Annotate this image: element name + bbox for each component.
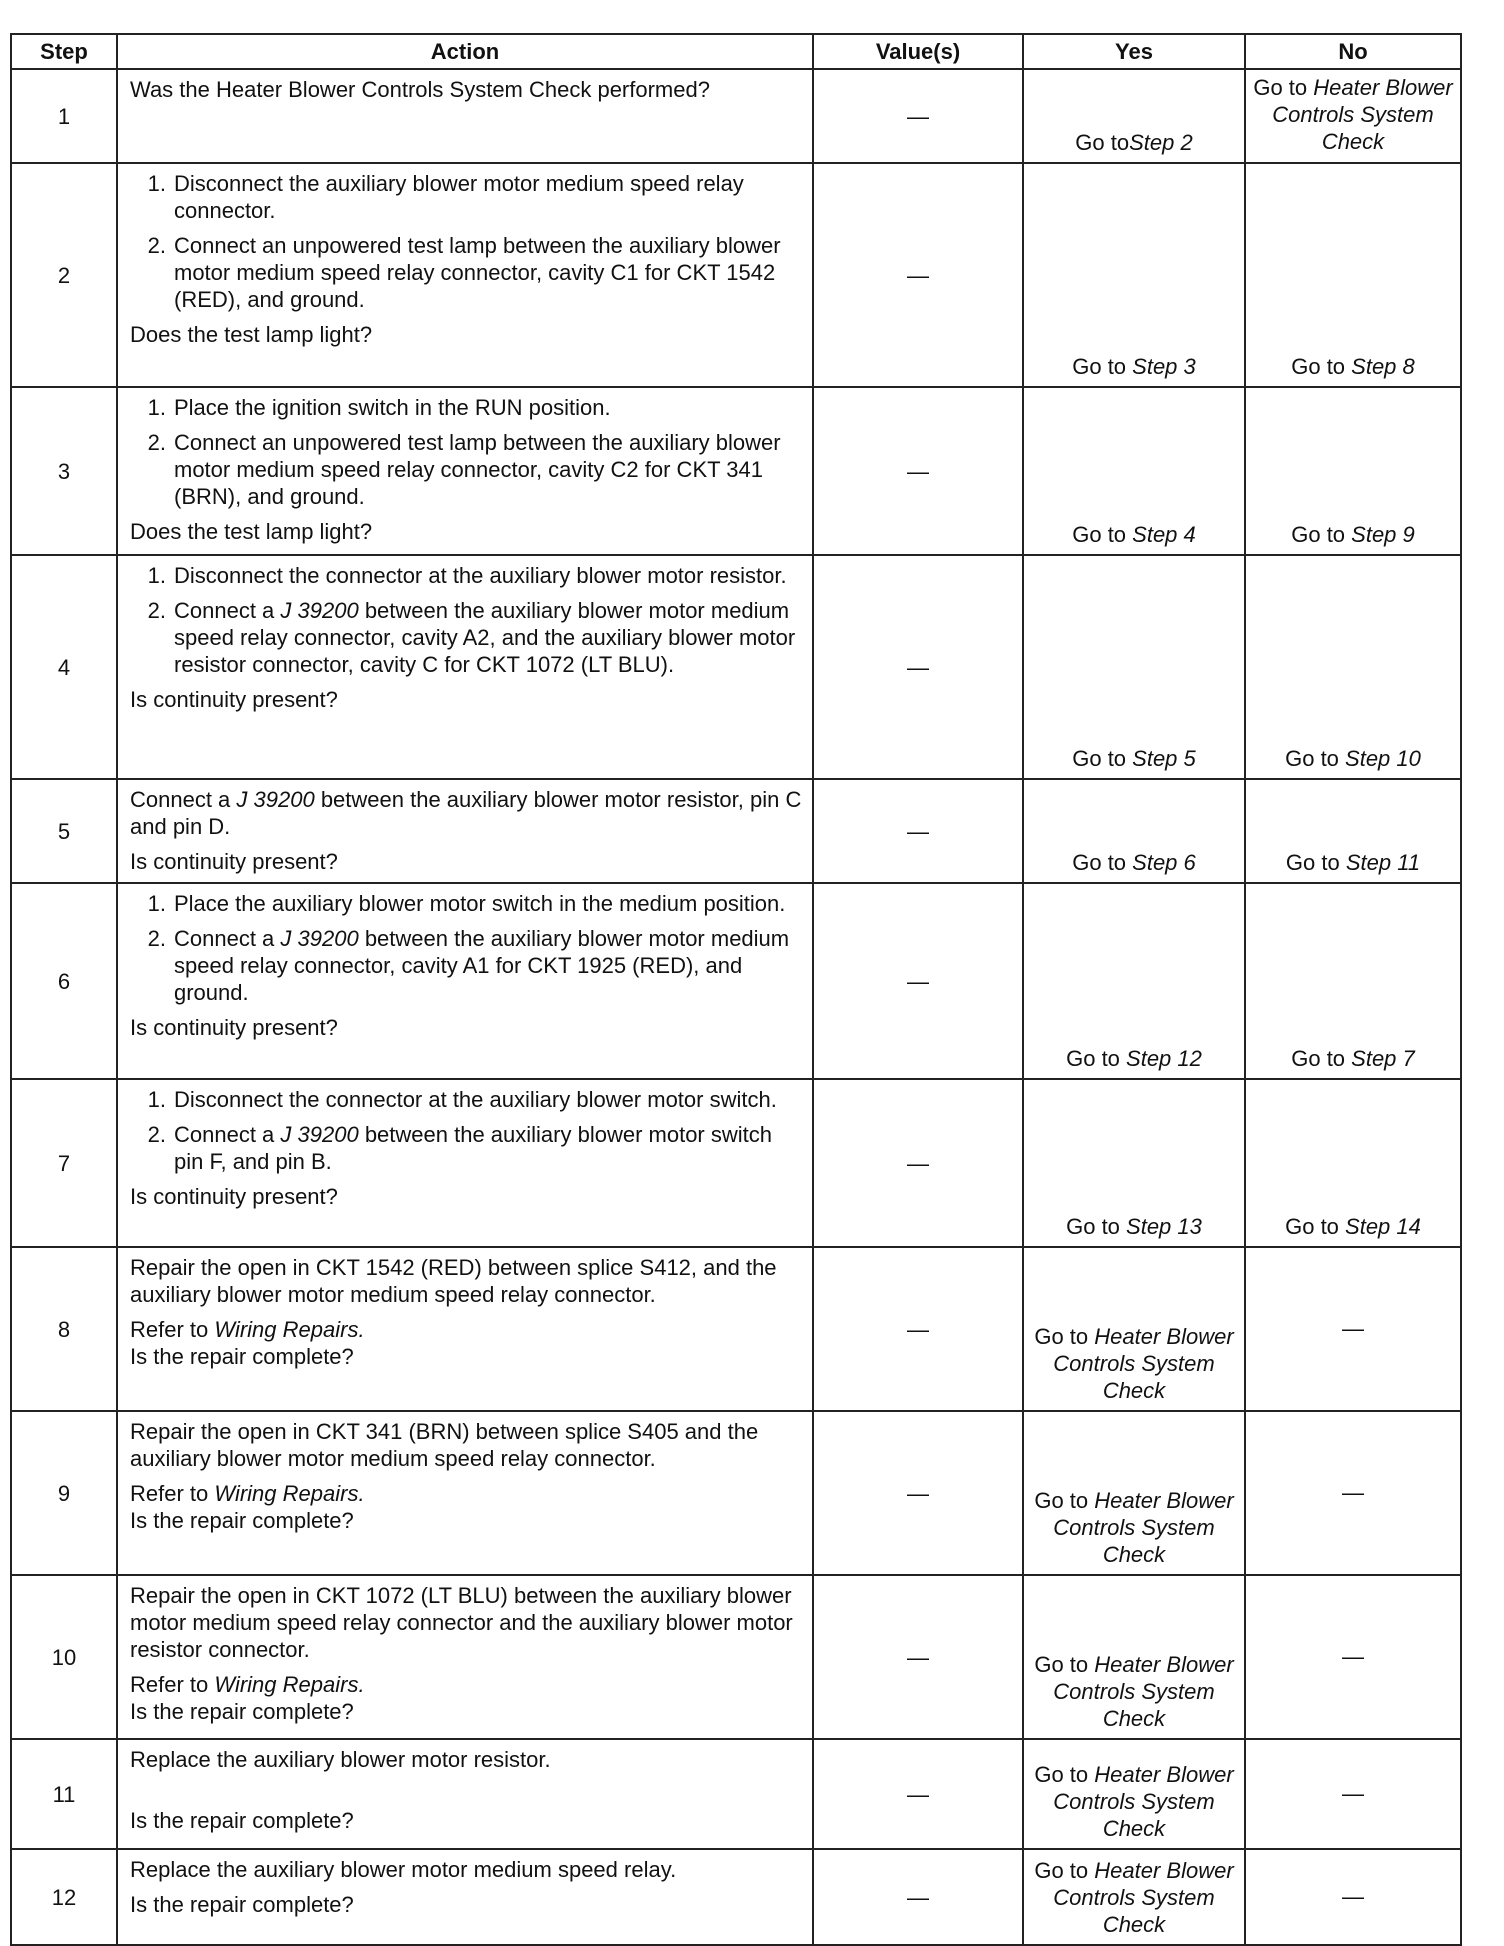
value-cell: —	[813, 163, 1023, 387]
goto-target: Step 4	[1132, 522, 1196, 547]
step-number: 11	[11, 1739, 117, 1849]
yes-cell	[1023, 1739, 1245, 1849]
table-row	[11, 1079, 1461, 1247]
action-question: Is the repair complete?	[130, 1808, 354, 1833]
substep-number: 1.	[147, 1087, 166, 1112]
goto-prefix: Go to	[1291, 354, 1352, 379]
action-substep	[130, 170, 806, 224]
action-substep	[130, 1086, 806, 1113]
substep-number: 2.	[147, 598, 166, 623]
text-run: between the auxiliary blower motor medium speed relay connector, cavity A2, and the auxiliary blower motor resistor connector, cavity C for CKT 1072 (LT BLU).	[174, 598, 796, 677]
no-cell	[1245, 779, 1461, 883]
no-cell	[1245, 883, 1461, 1079]
action-reference	[130, 1480, 806, 1507]
action-cell	[117, 387, 813, 555]
goto-prefix: Go to	[1066, 1214, 1127, 1239]
value-cell: —	[813, 883, 1023, 1079]
goto-target: Heater Blower Controls System Check	[1053, 1762, 1234, 1841]
reference-target: Wiring Repairs.	[214, 1481, 365, 1506]
header-yes: Yes	[1023, 34, 1245, 69]
action-cell	[117, 69, 813, 163]
value-cell: —	[813, 1575, 1023, 1739]
value-cell: —	[813, 1739, 1023, 1849]
substep-number: 2.	[147, 1122, 166, 1147]
goto-prefix: Go to	[1072, 746, 1133, 771]
substep-number: 2.	[147, 430, 166, 455]
yes-cell	[1023, 387, 1245, 555]
action-cell	[117, 1079, 813, 1247]
table-row	[11, 1411, 1461, 1575]
yes-cell	[1023, 1247, 1245, 1411]
table-row	[11, 387, 1461, 555]
goto-target: Heater Blower Controls System Check	[1053, 1488, 1234, 1567]
no-cell: —	[1245, 1247, 1461, 1411]
action-question: Is the repair complete?	[130, 1344, 354, 1369]
action-text: Was the Heater Blower Controls System Check performed?	[130, 77, 710, 102]
goto-prefix: Go to	[1285, 850, 1346, 875]
yes-cell	[1023, 163, 1245, 387]
action-cell	[117, 779, 813, 883]
yes-cell	[1023, 1079, 1245, 1247]
action-question: Is the repair complete?	[130, 1892, 354, 1917]
table-row	[11, 779, 1461, 883]
goto-target: Step 8	[1351, 354, 1415, 379]
action-question: Is the repair complete?	[130, 1699, 354, 1724]
action-text: Repair the open in CKT 341 (BRN) between splice S405 and the auxiliary blower motor medium speed relay connector.	[130, 1419, 759, 1471]
text-run: between the auxiliary blower motor medium speed relay connector, cavity A1 for CKT 1925 (RED), and ground.	[174, 926, 790, 1005]
action-cell	[117, 1849, 813, 1945]
action-substep	[130, 562, 806, 589]
tool-name: J 39200	[280, 1122, 359, 1147]
goto-target: Heater Blower Controls System Check	[1053, 1324, 1234, 1403]
header-step: Step	[11, 34, 117, 69]
substep-text: Connect an unpowered test lamp between the auxiliary blower motor medium speed relay connector, cavity C2 for CKT 341 (BRN), and ground.	[174, 430, 781, 509]
no-cell: —	[1245, 1411, 1461, 1575]
text-run: Refer to	[130, 1672, 215, 1697]
goto-prefix: Go to	[1072, 522, 1133, 547]
tool-name: J 39200	[280, 598, 359, 623]
goto-prefix: Go to	[1034, 1488, 1095, 1513]
action-question: Does the test lamp light?	[130, 322, 373, 347]
no-cell	[1245, 163, 1461, 387]
text-run: between the auxiliary blower motor resistor, pin C and pin D.	[130, 787, 802, 839]
no-cell	[1245, 69, 1461, 163]
substep-text: Place the auxiliary blower motor switch in the medium position.	[174, 891, 786, 916]
substep-text: Place the ignition switch in the RUN position.	[174, 395, 611, 420]
step-number: 5	[11, 779, 117, 883]
value-cell: —	[813, 779, 1023, 883]
action-cell	[117, 555, 813, 779]
goto-target: Step 12	[1126, 1046, 1202, 1071]
goto-target: Step 7	[1351, 1046, 1415, 1071]
goto-target: Heater Blower Controls System Check	[1272, 75, 1453, 154]
text-run: Connect a	[174, 1122, 281, 1147]
table-row	[11, 1247, 1461, 1411]
action-cell	[117, 1575, 813, 1739]
action-substep	[130, 925, 806, 1006]
substep-text	[174, 925, 806, 1006]
no-cell	[1245, 387, 1461, 555]
substep-number: 1.	[147, 891, 166, 916]
action-cell	[117, 163, 813, 387]
step-number: 8	[11, 1247, 117, 1411]
goto-prefix: Go to	[1285, 1214, 1346, 1239]
table-row	[11, 883, 1461, 1079]
table-row	[11, 1849, 1461, 1945]
substep-number: 1.	[147, 171, 166, 196]
step-number: 7	[11, 1079, 117, 1247]
step-number: 3	[11, 387, 117, 555]
text-run: between the auxiliary blower motor switch pin F, and pin B.	[174, 1122, 772, 1174]
header-values: Value(s)	[813, 34, 1023, 69]
yes-cell	[1023, 883, 1245, 1079]
no-cell	[1245, 555, 1461, 779]
goto-prefix: Go to	[1034, 1652, 1095, 1677]
action-question: Is the repair complete?	[130, 1508, 354, 1533]
goto-prefix: Go to	[1072, 354, 1133, 379]
action-substep	[130, 597, 806, 678]
goto-target: Step 11	[1345, 850, 1421, 875]
goto-prefix: Go to	[1285, 746, 1346, 771]
goto-prefix: Go to	[1034, 1762, 1095, 1787]
substep-number: 1.	[147, 563, 166, 588]
no-cell: —	[1245, 1739, 1461, 1849]
goto-target: Step 2	[1129, 130, 1193, 155]
reference-target: Wiring Repairs.	[214, 1317, 365, 1342]
goto-prefix: Go to	[1253, 75, 1314, 100]
goto-prefix: Go to	[1291, 522, 1352, 547]
goto-prefix: Go to	[1066, 1046, 1127, 1071]
value-cell: —	[813, 387, 1023, 555]
action-cell	[117, 1411, 813, 1575]
step-number: 2	[11, 163, 117, 387]
action-question: Does the test lamp light?	[130, 519, 373, 544]
value-cell: —	[813, 69, 1023, 163]
table-row	[11, 69, 1461, 163]
yes-cell	[1023, 1849, 1245, 1945]
header-row	[11, 34, 1461, 69]
action-substep	[130, 232, 806, 313]
value-cell: —	[813, 1849, 1023, 1945]
value-cell: —	[813, 555, 1023, 779]
reference-target: Wiring Repairs.	[214, 1672, 365, 1697]
action-question: Is continuity present?	[130, 1184, 338, 1209]
text-run: Connect a	[130, 787, 237, 812]
substep-number: 2.	[147, 233, 166, 258]
step-number: 9	[11, 1411, 117, 1575]
goto-target: Step 9	[1351, 522, 1415, 547]
tool-name: J 39200	[280, 926, 359, 951]
text-run: Connect a	[174, 926, 281, 951]
table-row	[11, 1739, 1461, 1849]
tool-name: J 39200	[236, 787, 315, 812]
text-run: Connect a	[174, 598, 281, 623]
action-reference	[130, 1671, 806, 1698]
action-question: Is continuity present?	[130, 687, 338, 712]
text-run: Refer to	[130, 1481, 215, 1506]
yes-cell	[1023, 1575, 1245, 1739]
action-cell	[117, 1247, 813, 1411]
table-row	[11, 163, 1461, 387]
value-cell: —	[813, 1411, 1023, 1575]
table-row	[11, 555, 1461, 779]
substep-text: Connect an unpowered test lamp between the auxiliary blower motor medium speed relay connector, cavity C1 for CKT 1542 (RED), and ground.	[174, 233, 781, 312]
step-number: 6	[11, 883, 117, 1079]
substep-number: 1.	[147, 395, 166, 420]
action-reference	[130, 1316, 806, 1343]
no-cell	[1245, 1079, 1461, 1247]
goto-prefix: Go to	[1072, 850, 1133, 875]
action-substep	[130, 429, 806, 510]
goto-target: Heater Blower Controls System Check	[1053, 1652, 1234, 1731]
table-row	[11, 1575, 1461, 1739]
action-text: Replace the auxiliary blower motor resistor.	[130, 1747, 551, 1772]
action-substep	[130, 1121, 806, 1175]
step-number: 10	[11, 1575, 117, 1739]
value-cell: —	[813, 1079, 1023, 1247]
substep-text	[174, 1121, 806, 1175]
action-cell	[117, 1739, 813, 1849]
value-cell: —	[813, 1247, 1023, 1411]
substep-text: Disconnect the connector at the auxiliary blower motor switch.	[174, 1087, 777, 1112]
goto-target: Heater Blower Controls System Check	[1053, 1858, 1234, 1937]
no-cell: —	[1245, 1849, 1461, 1945]
text-run: Refer to	[130, 1317, 215, 1342]
action-text: Repair the open in CKT 1542 (RED) between splice S412, and the auxiliary blower motor medium speed relay connector.	[130, 1255, 777, 1307]
substep-text: Disconnect the auxiliary blower motor medium speed relay connector.	[174, 171, 744, 223]
goto-target: Step 13	[1126, 1214, 1202, 1239]
goto-target: Step 3	[1132, 354, 1196, 379]
yes-cell	[1023, 555, 1245, 779]
substep-text	[174, 597, 806, 678]
substep-number: 2.	[147, 926, 166, 951]
diagnostic-table	[10, 33, 1462, 1946]
action-text: Replace the auxiliary blower motor medium speed relay.	[130, 1857, 677, 1882]
goto-target: Step 6	[1132, 850, 1196, 875]
step-number: 12	[11, 1849, 117, 1945]
goto-target: Step 5	[1132, 746, 1196, 771]
yes-cell	[1023, 1411, 1245, 1575]
goto-prefix: Go to	[1034, 1324, 1095, 1349]
substep-text: Disconnect the connector at the auxiliary blower motor resistor.	[174, 563, 787, 588]
action-text	[130, 786, 806, 840]
header-action: Action	[117, 34, 813, 69]
goto-target: Step 10	[1345, 746, 1421, 771]
yes-cell	[1023, 779, 1245, 883]
action-text: Repair the open in CKT 1072 (LT BLU) between the auxiliary blower motor medium speed relay connector and the auxiliary blower motor resistor connector.	[130, 1583, 793, 1662]
yes-cell	[1023, 69, 1245, 163]
action-cell	[117, 883, 813, 1079]
action-question: Is continuity present?	[130, 1015, 338, 1040]
goto-prefix: Go to	[1291, 1046, 1352, 1071]
no-cell: —	[1245, 1575, 1461, 1739]
header-no: No	[1245, 34, 1461, 69]
goto-prefix: Go to	[1034, 1858, 1095, 1883]
action-question: Is continuity present?	[130, 849, 338, 874]
action-substep	[130, 890, 806, 917]
step-number: 4	[11, 555, 117, 779]
action-substep	[130, 394, 806, 421]
goto-prefix: Go to	[1075, 130, 1130, 155]
goto-target: Step 14	[1345, 1214, 1421, 1239]
step-number: 1	[11, 69, 117, 163]
